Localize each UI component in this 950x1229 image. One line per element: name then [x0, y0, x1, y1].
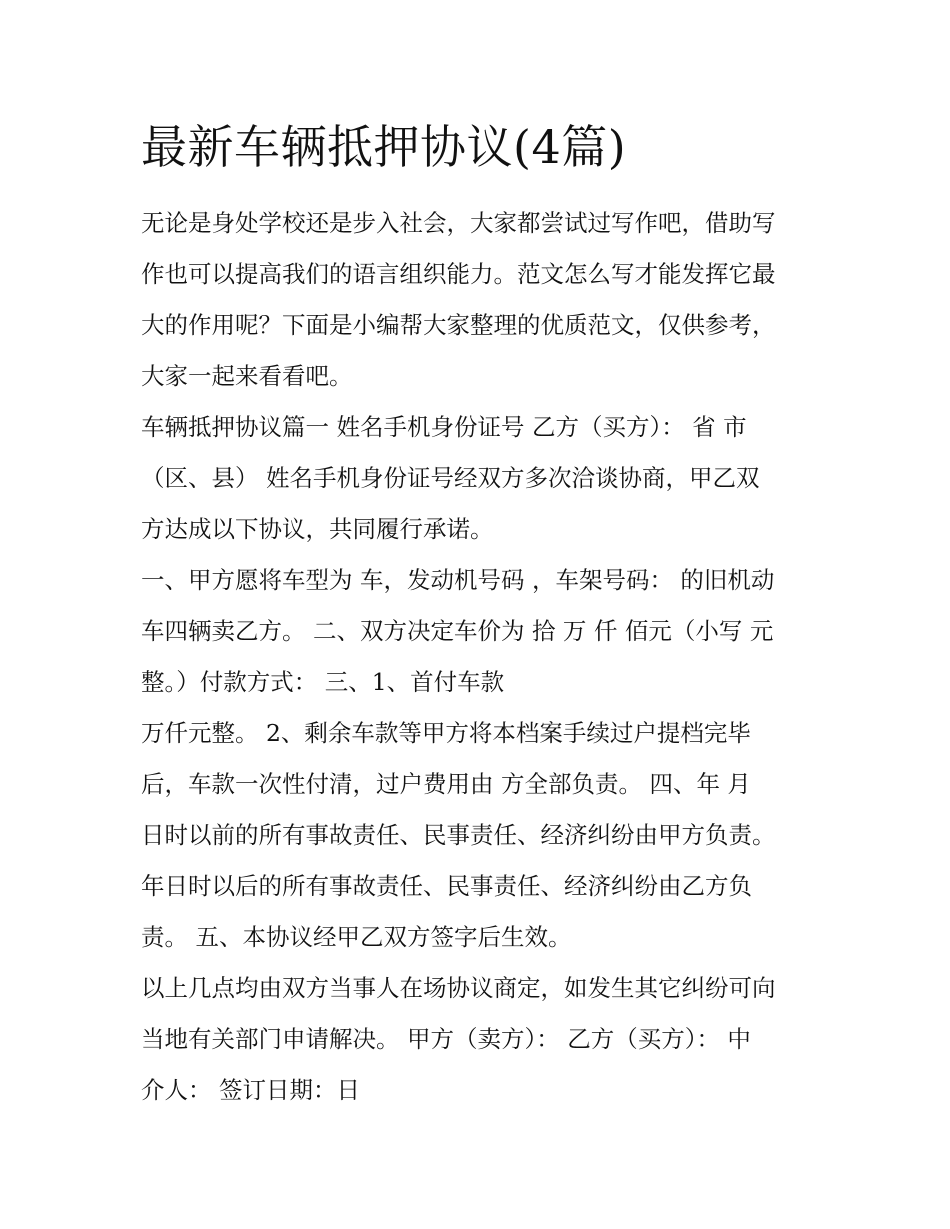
- text-line: 介人： 签订日期：日: [141, 1076, 360, 1104]
- text-line: 以上几点均由双方当事人在场协议商定，如发生其它纠纷可向: [141, 974, 776, 1002]
- text-line: 车辆抵押协议篇一 姓名手机身份证号 乙方（买方）： 省 市: [141, 413, 747, 441]
- text-line: 作也可以提高我们的语言组织能力。范文怎么写才能发挥它最: [141, 260, 776, 288]
- text-line: 一、甲方愿将车型为 车，发动机号码 ，车架号码： 的旧机动: [141, 566, 775, 594]
- document-body: [141, 198, 821, 1116]
- text-line: 当地有关部门申请解决。 甲方（卖方）： 乙方（买方）： 中: [141, 1025, 751, 1053]
- text-line: （区、县） 姓名手机身份证号经双方多次洽谈协商，甲乙双: [141, 464, 760, 492]
- text-line: 后，车款一次性付清，过户费用由 方全部负责。 四、年 月: [141, 770, 751, 798]
- text-line: 日时以前的所有事故责任、民事责任、经济纠纷由甲方负责。: [141, 821, 776, 849]
- text-line: 万仟元整。 2、剩余车款等甲方将本档案手续过户提档完毕: [141, 719, 751, 747]
- text-line: 大的作用呢？下面是小编帮大家整理的优质范文，仅供参考，: [141, 311, 776, 339]
- text-line: 整。）付款方式： 三、1、首付车款: [141, 668, 505, 696]
- text-line: 车四辆卖乙方。 二、双方决定车价为 拾 万 仟 佰元（小写 元: [141, 617, 774, 645]
- text-line: 大家一起来看看吧。: [141, 362, 353, 390]
- text-line: 方达成以下协议，共同履行承诺。: [141, 515, 494, 543]
- document-title: 最新车辆抵押协议(4篇): [141, 120, 627, 174]
- text-line: 责。 五、本协议经甲乙双方签字后生效。: [141, 923, 572, 951]
- text-line: 无论是身处学校还是步入社会，大家都尝试过写作吧，借助写: [141, 209, 776, 237]
- text-line: 年日时以后的所有事故责任、民事责任、经济纠纷由乙方负: [141, 872, 752, 900]
